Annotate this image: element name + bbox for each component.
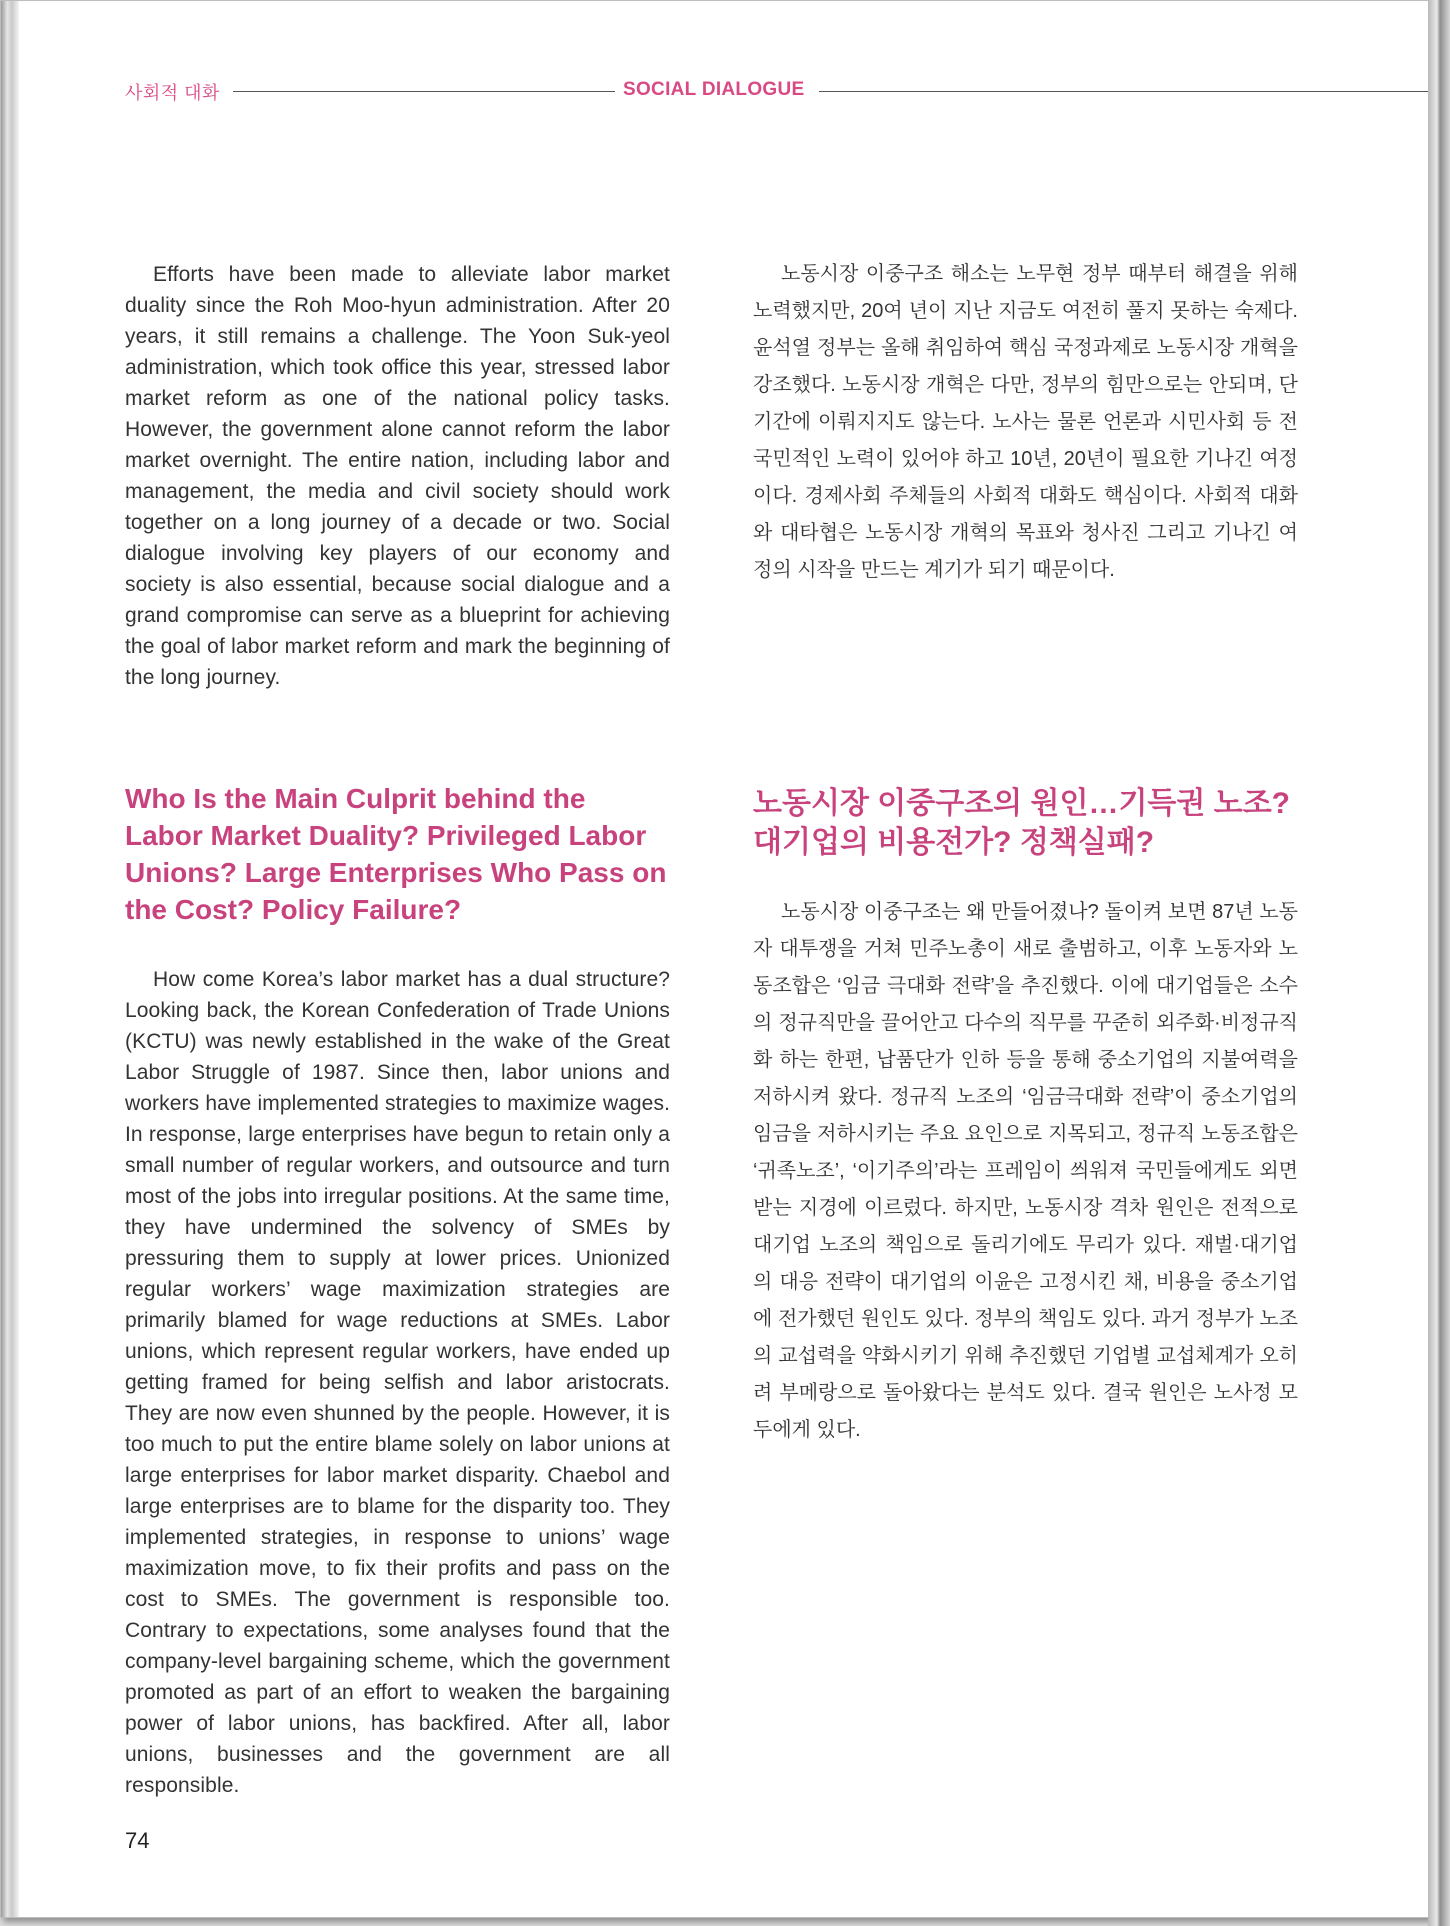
section-body-english: How come Korea’s labor market has a dual structure? Looking back, the Korean Confederation of Trade Unions (KCTU) was newly established in the wake of the Great Labor Struggle of 1987. Since then, labor unions and workers have implemented strategies to maximize wages. In response, large enterprises have begun to retain only a small number of regular workers, and outsource and turn most of the jobs into irregular positions. At the same time, they have undermined the solvency of SMEs by pressuring them to supply at lower prices. Unionized regular workers’ wage maximization strategies are primarily blamed for wage reductions at SMEs. Labor unions, which represent regular workers, have ended up getting framed for being selfish and labor aristocrats. They are now even shunned by the people. However, it is too much to put the entire blame solely on labor unions at large enterprises for labor market disparity. Chaebol and large enterprises are to blame for the disparity too. They implemented strategies, in response to unions’ wage maximization move, to fix their profits and pass on the cost to SMEs. The government is responsible too. Contrary to expectations, some analyses found that the company-level bargaining scheme, which the government promoted as part of an effort to weaken the bargaining power of labor unions, has backfired. After all, labor unions, businesses and the government are all responsible. <box>125 968 670 1797</box>
page-edge-stack <box>1428 0 1450 1926</box>
section2-english-column <box>125 780 670 1801</box>
running-header <box>125 79 1435 105</box>
page-binding-shadow <box>1 1 19 1917</box>
section-heading-english: Who Is the Main Culprit behind the Labor Market Duality? Privileged Labor Unions? Large Enterprises Who Pass on the Cost? Policy Failure? <box>125 783 667 925</box>
header-rule-right <box>817 91 1436 92</box>
intro-korean-column <box>753 256 1298 589</box>
intro-english-column <box>125 259 670 693</box>
section2-korean-column <box>753 784 1298 1449</box>
section-title-english: SOCIAL DIALOGUE <box>615 79 819 101</box>
section-title-korean: 사회적 대화 <box>125 83 220 103</box>
page-number: 74 <box>125 1828 150 1853</box>
intro-paragraph-korean: 노동시장 이중구조 해소는 노무현 정부 때부터 해결을 위해 노력했지만, 20여 년이 지난 지금도 여전히 풀지 못하는 숙제다. 윤석열 정부는 올해 취임하여 핵심 국정과제로 노동시장 개혁을 강조했다. 노동시장 개혁은 다만, 정부의 힘만으로는 안되며, 단기간에 이뤄지지도 않는다. 노사는 물론 언론과 시민사회 등 전 국민적인 노력이 있어야 하고 10년, 20년이 필요한 기나긴 여정이다. 경제사회 주체들의 사회적 대화도 핵심이다. 사회적 대화와 대타협은 노동시장 개혁의 목표와 청사진 그리고 기나긴 여정의 시작을 만드는 계기가 되기 때문이다. <box>753 263 1298 581</box>
intro-paragraph-english: Efforts have been made to alleviate labor market duality since the Roh Moo-hyun administration. After 20 years, it still remains a challenge. The Yoon Suk-yeol administration, which took office this year, stressed labor market reform as one of the national policy tasks. However, the government alone cannot reform the labor market overnight. The entire nation, including labor and management, the media and civil society should work together on a long journey of a decade or two. Social dialogue involving key players of our economy and society is also essential, because social dialogue and a grand compromise can serve as a blueprint for achieving the goal of labor market reform and mark the beginning of the long journey. <box>125 263 670 689</box>
section-heading-korean: 노동시장 이중구조의 원인…기득권 노조? 대기업의 비용전가? 정책실패? <box>753 787 1291 859</box>
section-body-korean: 노동시장 이중구조는 왜 만들어졌나? 돌이켜 보면 87년 노동자 대투쟁을 거쳐 민주노총이 새로 출범하고, 이후 노동자와 노동조합은 ‘임금 극대화 전략’을 추진했다. 이에 대기업들은 소수의 정규직만을 끌어안고 다수의 직무를 꾸준히 외주화·비정규직화 하는 한편, 납품단가 인하 등을 통해 중소기업의 지불여력을 저하시켜 왔다. 정규직 노조의 ‘임금극대화 전략’이 중소기업의 임금을 저하시키는 주요 요인으로 지목되고, 정규직 노동조합은 ‘귀족노조’, ‘이기주의’라는 프레임이 씌워져 국민들에게도 외면받는 지경에 이르렀다. 하지만, 노동시장 격차 원인은 전적으로 대기업 노조의 책임으로 돌리기에도 무리가 있다. 재벌·대기업의 대응 전략이 대기업의 이윤은 고정시킨 채, 비용을 중소기업에 전가했던 원인도 있다. 정부의 책임도 있다. 과거 정부가 노조의 교섭력을 약화시키기 위해 추진했던 기업별 교섭체계가 오히려 부메랑으로 돌아왔다는 분석도 있다. 결국 원인은 노사정 모두에게 있다. <box>753 901 1298 1441</box>
